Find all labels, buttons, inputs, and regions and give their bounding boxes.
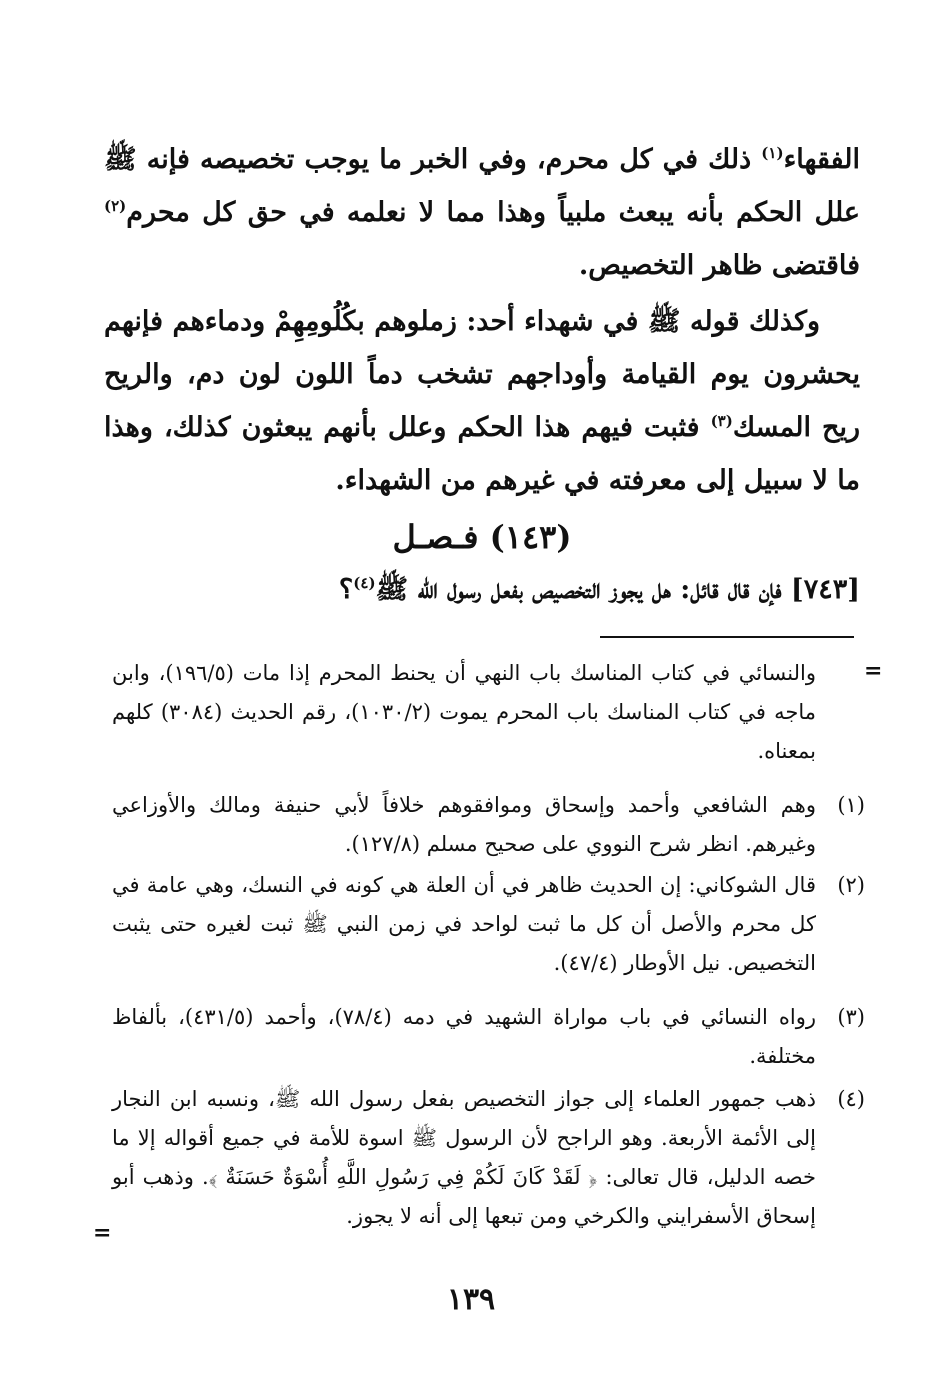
question-mark: ؟ bbox=[338, 574, 354, 605]
continuation-mark: = bbox=[93, 1220, 112, 1246]
footnote-number: (٢) bbox=[837, 873, 865, 897]
footnote-number: (٤) bbox=[837, 1087, 865, 1111]
question-text: [٧٤٣] فإن قال قائل: هل يجوز التخصيص بفعل رسول الله ﷺ bbox=[375, 574, 860, 605]
footnote-ref-2: (٢) bbox=[104, 197, 127, 215]
paragraph-1-text: فاقتضى ظاهر التخصيص. bbox=[578, 250, 860, 281]
footnote-text: وهم الشافعي وأحمد وإسحاق وموافقوهم خلافاً لأبي حنيفة ومالك والأوزاعي وغيرهم. انظر شرح النووي على صحيح مسلم (١٢٧/٨). bbox=[112, 793, 816, 856]
footnote-1 bbox=[112, 786, 865, 864]
paragraph-1 bbox=[104, 133, 860, 292]
paragraph-2-text: وكذلك قوله ﷺ في شهداء أحد: زملوهم بكُلُومِهِمْ ودماءهم فإنهم يحشرون يوم القيامة وأوداجهم تشخب دماً اللون لون دم، والريح ريح المسك bbox=[104, 306, 860, 443]
question-line bbox=[104, 568, 860, 612]
footnote-ref-1: (١) bbox=[761, 144, 784, 162]
section-title: (١٤٣) فـصـل bbox=[392, 518, 572, 556]
footnote-2 bbox=[112, 866, 865, 983]
footnote-number: (١) bbox=[837, 793, 865, 817]
footnote-text: رواه النسائي في باب مواراة الشهيد في دمه (٧٨/٤)، وأحمد (٤٣١/٥)، بألفاظ مختلفة. bbox=[112, 1005, 817, 1068]
footnote-4 bbox=[112, 1080, 865, 1236]
footnote-3 bbox=[112, 998, 865, 1076]
paragraph-2-text: فثبت فيهم هذا الحكم وعلل بأنهم يبعثون كذلك، وهذا ما لا سبيل إلى معرفته في غيرهم من الشهداء. bbox=[104, 412, 860, 496]
footnote-ref-3: (٣) bbox=[710, 412, 733, 430]
continuation-mark: = bbox=[864, 658, 883, 684]
footnote-continued bbox=[112, 654, 862, 771]
footnote-number: (٣) bbox=[837, 1005, 865, 1029]
footnote-text: والنسائي في كتاب المناسك باب النهي أن يحنط المحرم إذا مات (١٩٦/٥)، وابن ماجه في كتاب المناسك باب المحرم يموت (١٠٣٠/٢)، رقم الحديث (٣٠٨٤) كلهم بمعناه. bbox=[112, 661, 816, 763]
paragraph-1-text: الفقهاء bbox=[783, 144, 860, 175]
footnote-text: قال الشوكاني: إن الحديث ظاهر في أن العلة هي كونه في النسك، وهي عامة في كل محرم والأصل أن كل ما ثبت لواحد في زمن النبي ﷺ ثبت لغيره حتى يثبت التخصيص. نيل الأوطار (٤٧/٤). bbox=[112, 873, 816, 975]
footnote-separator bbox=[600, 636, 854, 638]
footnote-text: ذهب جمهور العلماء إلى جواز التخصيص بفعل رسول الله ﷺ، ونسبه ابن النجار إلى الأئمة الأربعة. وهو الراجح لأن الرسول ﷺ اسوة للأمة في جميع أقواله إلا ما خصه الدليل، قال تعالى: ﴿ لَقَدْ كَانَ لَكُمْ فِي رَسُولِ اللَّهِ أُسْوَةٌ حَسَنَةٌ ﴾. وذهب أبو إسحاق الأسفرايني والكرخي ومن تبعها إلى أنه لا يجوز. bbox=[112, 1087, 816, 1228]
paragraph-2 bbox=[104, 295, 860, 507]
page-number: ١٣٩ bbox=[446, 1282, 496, 1317]
paragraph-1-text: ذلك في كل محرم، وفي الخبر ما يوجب تخصيصه فإنه ﷺ علل الحكم بأنه يبعث ملبياً وهذا مما لا نعلمه في حق كل محرم bbox=[104, 144, 860, 228]
footnote-ref-4: (٤) bbox=[353, 574, 376, 592]
